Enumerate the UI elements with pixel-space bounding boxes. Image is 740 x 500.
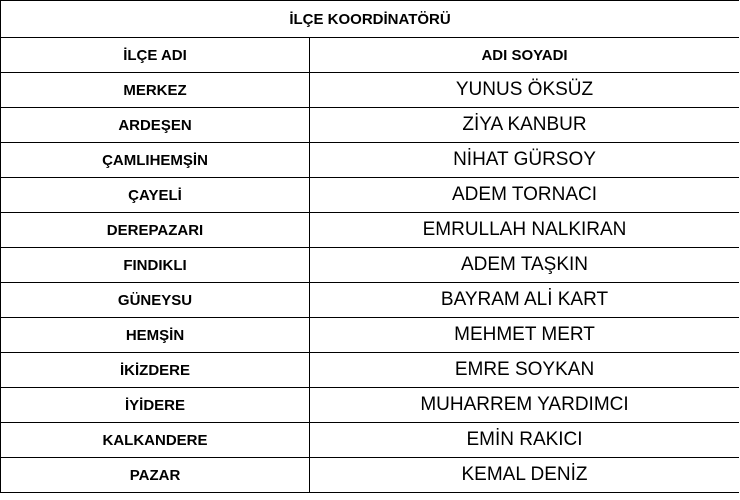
name-cell: ADEM TAŞKIN (310, 248, 740, 283)
name-cell: EMİN RAKICI (310, 423, 740, 458)
name-cell: MUHARREM YARDIMCI (310, 388, 740, 423)
table-title: İLÇE KOORDİNATÖRÜ (1, 1, 740, 38)
table-row (1, 388, 740, 423)
table-row (1, 108, 740, 143)
table-row (1, 248, 740, 283)
table-row (1, 458, 740, 493)
table-title-row (1, 1, 740, 38)
table-row (1, 73, 740, 108)
district-cell: İYİDERE (1, 388, 310, 423)
district-cell: MERKEZ (1, 73, 310, 108)
district-cell: ÇAMLIHEMŞİN (1, 143, 310, 178)
name-cell: YUNUS ÖKSÜZ (310, 73, 740, 108)
name-cell: ZİYA KANBUR (310, 108, 740, 143)
district-cell: KALKANDERE (1, 423, 310, 458)
district-cell: ÇAYELİ (1, 178, 310, 213)
table-row (1, 283, 740, 318)
name-cell: MEHMET MERT (310, 318, 740, 353)
name-cell: EMRE SOYKAN (310, 353, 740, 388)
district-cell: PAZAR (1, 458, 310, 493)
name-cell: BAYRAM ALİ KART (310, 283, 740, 318)
table-row (1, 353, 740, 388)
name-cell: KEMAL DENİZ (310, 458, 740, 493)
name-cell: ADEM TORNACI (310, 178, 740, 213)
name-column-header: ADI SOYADI (310, 38, 740, 73)
district-cell: İKİZDERE (1, 353, 310, 388)
district-cell: HEMŞİN (1, 318, 310, 353)
table-row (1, 318, 740, 353)
name-cell: NİHAT GÜRSOY (310, 143, 740, 178)
table-row (1, 423, 740, 458)
district-cell: FINDIKLI (1, 248, 310, 283)
name-cell: EMRULLAH NALKIRAN (310, 213, 740, 248)
table-row (1, 178, 740, 213)
district-cell: ARDEŞEN (1, 108, 310, 143)
district-column-header: İLÇE ADI (1, 38, 310, 73)
table-row (1, 143, 740, 178)
table-row (1, 213, 740, 248)
district-cell: DEREPAZARI (1, 213, 310, 248)
table-header-row (1, 38, 740, 73)
district-cell: GÜNEYSU (1, 283, 310, 318)
